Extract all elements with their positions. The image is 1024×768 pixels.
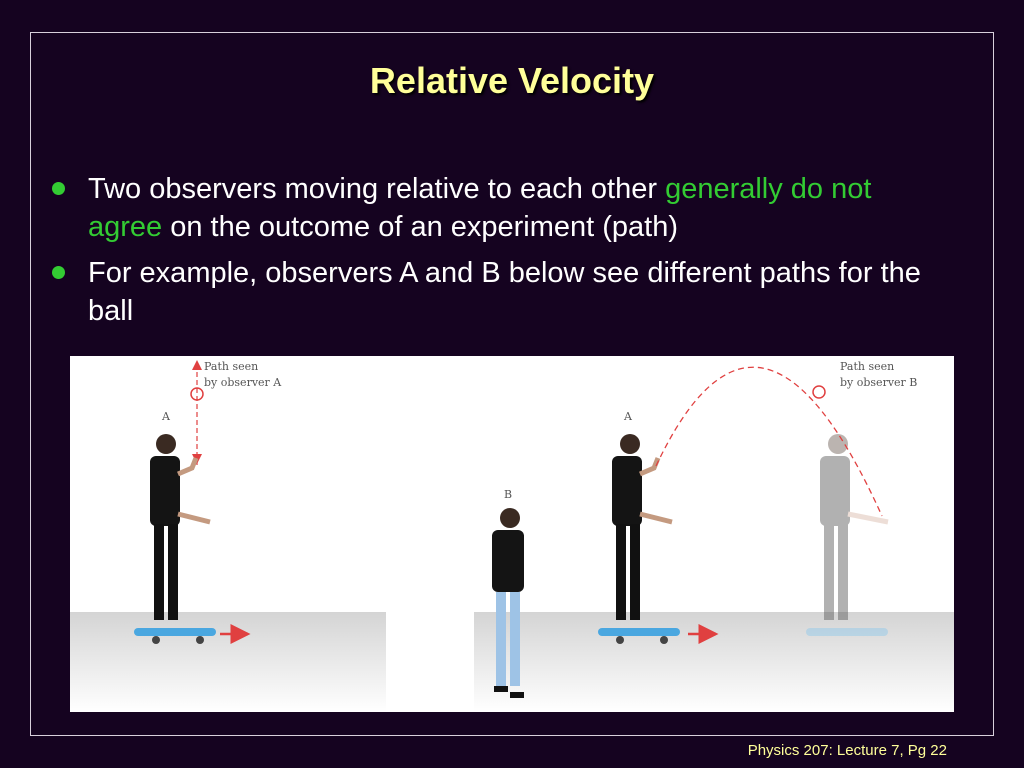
relative-velocity-figure	[70, 356, 954, 712]
label-path-b-line1: Path seen	[840, 360, 895, 373]
label-observer-a-left: A	[162, 410, 170, 423]
bullet-1-highlight: generally do not agree	[88, 173, 872, 243]
bullet-1-text-before: Two observers moving relative to each other	[88, 173, 666, 205]
bullet-item-1	[48, 170, 928, 246]
label-path-a-line2: by observer A	[204, 376, 282, 389]
label-path-b-line2: by observer B	[840, 376, 918, 389]
slide-title: Relative Velocity	[369, 60, 655, 101]
bullet-list	[48, 170, 928, 338]
floor-right	[474, 612, 954, 712]
label-observer-b: B	[504, 488, 513, 501]
floor-left	[70, 612, 386, 712]
bullet-2-text: For example, observers A and B below see different paths for the ball	[88, 257, 921, 327]
ball-b	[813, 386, 825, 398]
bullet-item-2	[48, 254, 928, 330]
label-observer-a-right: A	[624, 410, 632, 423]
label-path-a-line1: Path seen	[204, 360, 259, 373]
slide-footer: Physics 207: Lecture 7, Pg 22	[747, 742, 947, 759]
bullet-dot-icon	[52, 266, 65, 279]
bullet-dot-icon	[52, 182, 65, 195]
bullet-1-text-after: on the outcome of an experiment (path)	[162, 211, 679, 243]
